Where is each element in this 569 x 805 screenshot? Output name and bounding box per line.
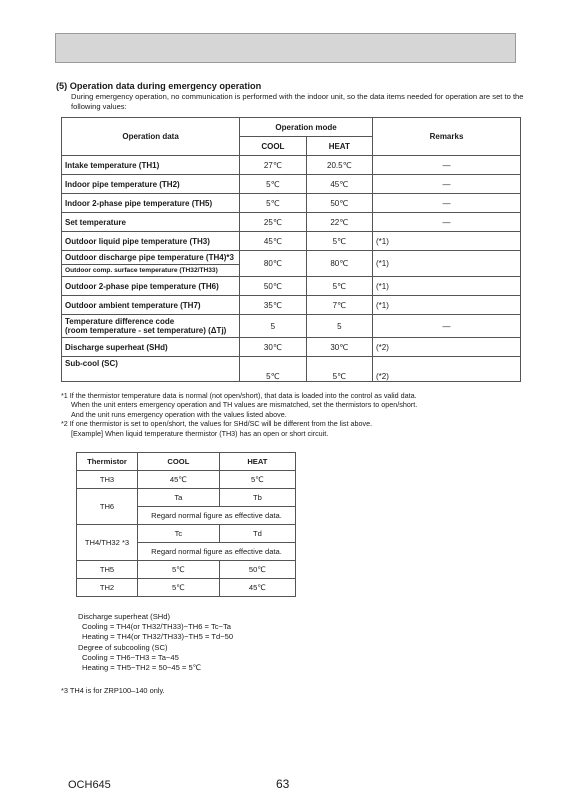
operation-data-table	[61, 117, 521, 382]
header-heat: HEAT	[219, 453, 295, 471]
cool-value: 45℃	[138, 471, 220, 489]
heat-value: 5℃	[306, 277, 372, 296]
heat-value: 5℃	[306, 232, 372, 251]
remark: —	[373, 213, 521, 232]
cool-value: 5℃	[138, 579, 220, 597]
row-label: Indoor 2-phase pipe temperature (TH5)	[62, 194, 240, 213]
thermistor-name: TH3	[77, 471, 138, 489]
remark: —	[373, 194, 521, 213]
footnotes	[61, 391, 531, 438]
header-cool: COOL	[138, 453, 220, 471]
heat-value: 7℃	[306, 296, 372, 315]
heat-value: 45℃	[219, 579, 295, 597]
cool-value: 5℃	[240, 194, 306, 213]
heat-value: 45℃	[306, 175, 372, 194]
remark: (*1)	[373, 251, 521, 277]
footnote-1-cont: And the unit runs emergency operation with the values listed above.	[71, 409, 287, 419]
heat-value: 80℃	[306, 251, 372, 277]
remark: (*2)	[373, 338, 521, 357]
formula-line: Cooling = TH4(or TH32/TH33)−TH6 = Tc−Ta	[82, 622, 231, 632]
table-row	[62, 194, 521, 213]
header-bar	[55, 33, 516, 63]
row-label: Set temperature	[62, 213, 240, 232]
header-cool: COOL	[240, 137, 306, 156]
table-row	[62, 213, 521, 232]
section-title: (5) Operation data during emergency operation	[56, 81, 262, 91]
table-row	[62, 277, 521, 296]
formula-line: Heating = TH5−TH2 = 50−45 = 5℃	[82, 663, 202, 673]
table-row	[62, 232, 521, 251]
table-row	[62, 175, 521, 194]
header-thermistor: Thermistor	[77, 453, 138, 471]
formula-heading: Discharge superheat (SHd)	[78, 612, 171, 621]
row-label-secondary: Outdoor comp. surface temperature (TH32/TH33)	[65, 267, 218, 274]
remark: —	[373, 175, 521, 194]
cool-value: Tc	[138, 525, 220, 543]
table-row	[62, 315, 521, 338]
heat-value: Td	[219, 525, 295, 543]
header-heat: HEAT	[306, 137, 372, 156]
row-label: Outdoor discharge pipe temperature (TH4)*3	[62, 251, 239, 265]
heat-value: 30℃	[306, 338, 372, 357]
note-cell: Regard normal figure as effective data.	[138, 507, 296, 525]
heat-value: 50℃	[219, 561, 295, 579]
cool-value: 30℃	[240, 338, 306, 357]
heat-value: 5	[306, 315, 372, 338]
heat-value: Tb	[219, 489, 295, 507]
formula-heading: Degree of subcooling (SC)	[78, 642, 168, 652]
heat-value: 50℃	[306, 194, 372, 213]
cool-value: Ta	[138, 489, 220, 507]
footnote-2-example: [Example] When liquid temperature thermistor (TH3) has an open or short circuit.	[71, 428, 329, 438]
table-row	[62, 156, 521, 175]
thermistor-name: TH2	[77, 579, 138, 597]
row-label-secondary: (room temperature - set temperature) (ΔTj)	[65, 326, 227, 335]
row-label: Temperature difference code	[65, 317, 175, 326]
table-row	[77, 525, 296, 543]
cool-value: 45℃	[240, 232, 306, 251]
note-cell: Regard normal figure as effective data.	[138, 543, 296, 561]
cool-value: 5℃	[240, 357, 306, 382]
table-row	[62, 338, 521, 357]
heat-value: 22℃	[306, 213, 372, 232]
row-label: Outdoor ambient temperature (TH7)	[62, 296, 240, 315]
thermistor-name: TH5	[77, 561, 138, 579]
row-label: Discharge superheat (SHd)	[62, 338, 240, 357]
thermistor-name: TH6	[77, 489, 138, 525]
table-row	[62, 296, 521, 315]
table-row	[77, 489, 296, 507]
cool-value: 80℃	[240, 251, 306, 277]
cool-value: 35℃	[240, 296, 306, 315]
remark: (*2)	[373, 357, 521, 382]
header-operation-mode: Operation mode	[240, 118, 373, 137]
table-row	[77, 561, 296, 579]
table-row	[62, 251, 521, 277]
formula-line: Cooling = TH6−TH3 = Ta−45	[82, 652, 179, 662]
table-row	[77, 579, 296, 597]
remark: —	[373, 315, 521, 338]
remark: —	[373, 156, 521, 175]
thermistor-table	[76, 452, 296, 597]
table-row	[62, 357, 521, 382]
row-label: Sub-cool (SC)	[62, 357, 240, 382]
cool-value: 5	[240, 315, 306, 338]
heat-value: 20.5℃	[306, 156, 372, 175]
cool-value: 25℃	[240, 213, 306, 232]
formula-line: Heating = TH4(or TH32/TH33)−TH5 = Td−50	[82, 632, 234, 642]
thermistor-name: TH4/TH32 *3	[77, 525, 138, 561]
cool-value: 5℃	[138, 561, 220, 579]
header-remarks: Remarks	[373, 118, 521, 156]
formulas	[78, 612, 233, 673]
remark: (*1)	[373, 277, 521, 296]
row-label-cell	[62, 315, 240, 338]
row-label: Outdoor liquid pipe temperature (TH3)	[62, 232, 240, 251]
table-row	[77, 471, 296, 489]
row-label-cell	[62, 251, 240, 277]
heat-value: 5℃	[219, 471, 295, 489]
header-operation-data: Operation data	[62, 118, 240, 156]
cool-value: 5℃	[240, 175, 306, 194]
footnote-1-cont: When the unit enters emergency operation and TH values are mismatched, set the thermistors to open/short.	[71, 400, 418, 410]
remark: (*1)	[373, 296, 521, 315]
document-code: OCH645	[68, 779, 111, 791]
page-number: 63	[276, 777, 290, 791]
cool-value: 50℃	[240, 277, 306, 296]
cool-value: 27℃	[240, 156, 306, 175]
row-label: Intake temperature (TH1)	[62, 156, 240, 175]
row-label: Outdoor 2-phase pipe temperature (TH6)	[62, 277, 240, 296]
row-label: Indoor pipe temperature (TH2)	[62, 175, 240, 194]
heat-value: 5℃	[306, 357, 372, 382]
footnote-2: *2 If one thermistor is set to open/short, the values for SHd/SC will be different from the list above.	[61, 419, 373, 429]
section-description: During emergency operation, no communication is performed with the indoor unit, so the data items needed for operation are set to the following values:	[71, 92, 524, 111]
footnote-3: *3 TH4 is for ZRP100–140 only.	[61, 686, 165, 695]
footnote-1: *1 If the thermistor temperature data is normal (not open/short), that data is loaded into the control as valid data.	[61, 391, 417, 400]
remark: (*1)	[373, 232, 521, 251]
